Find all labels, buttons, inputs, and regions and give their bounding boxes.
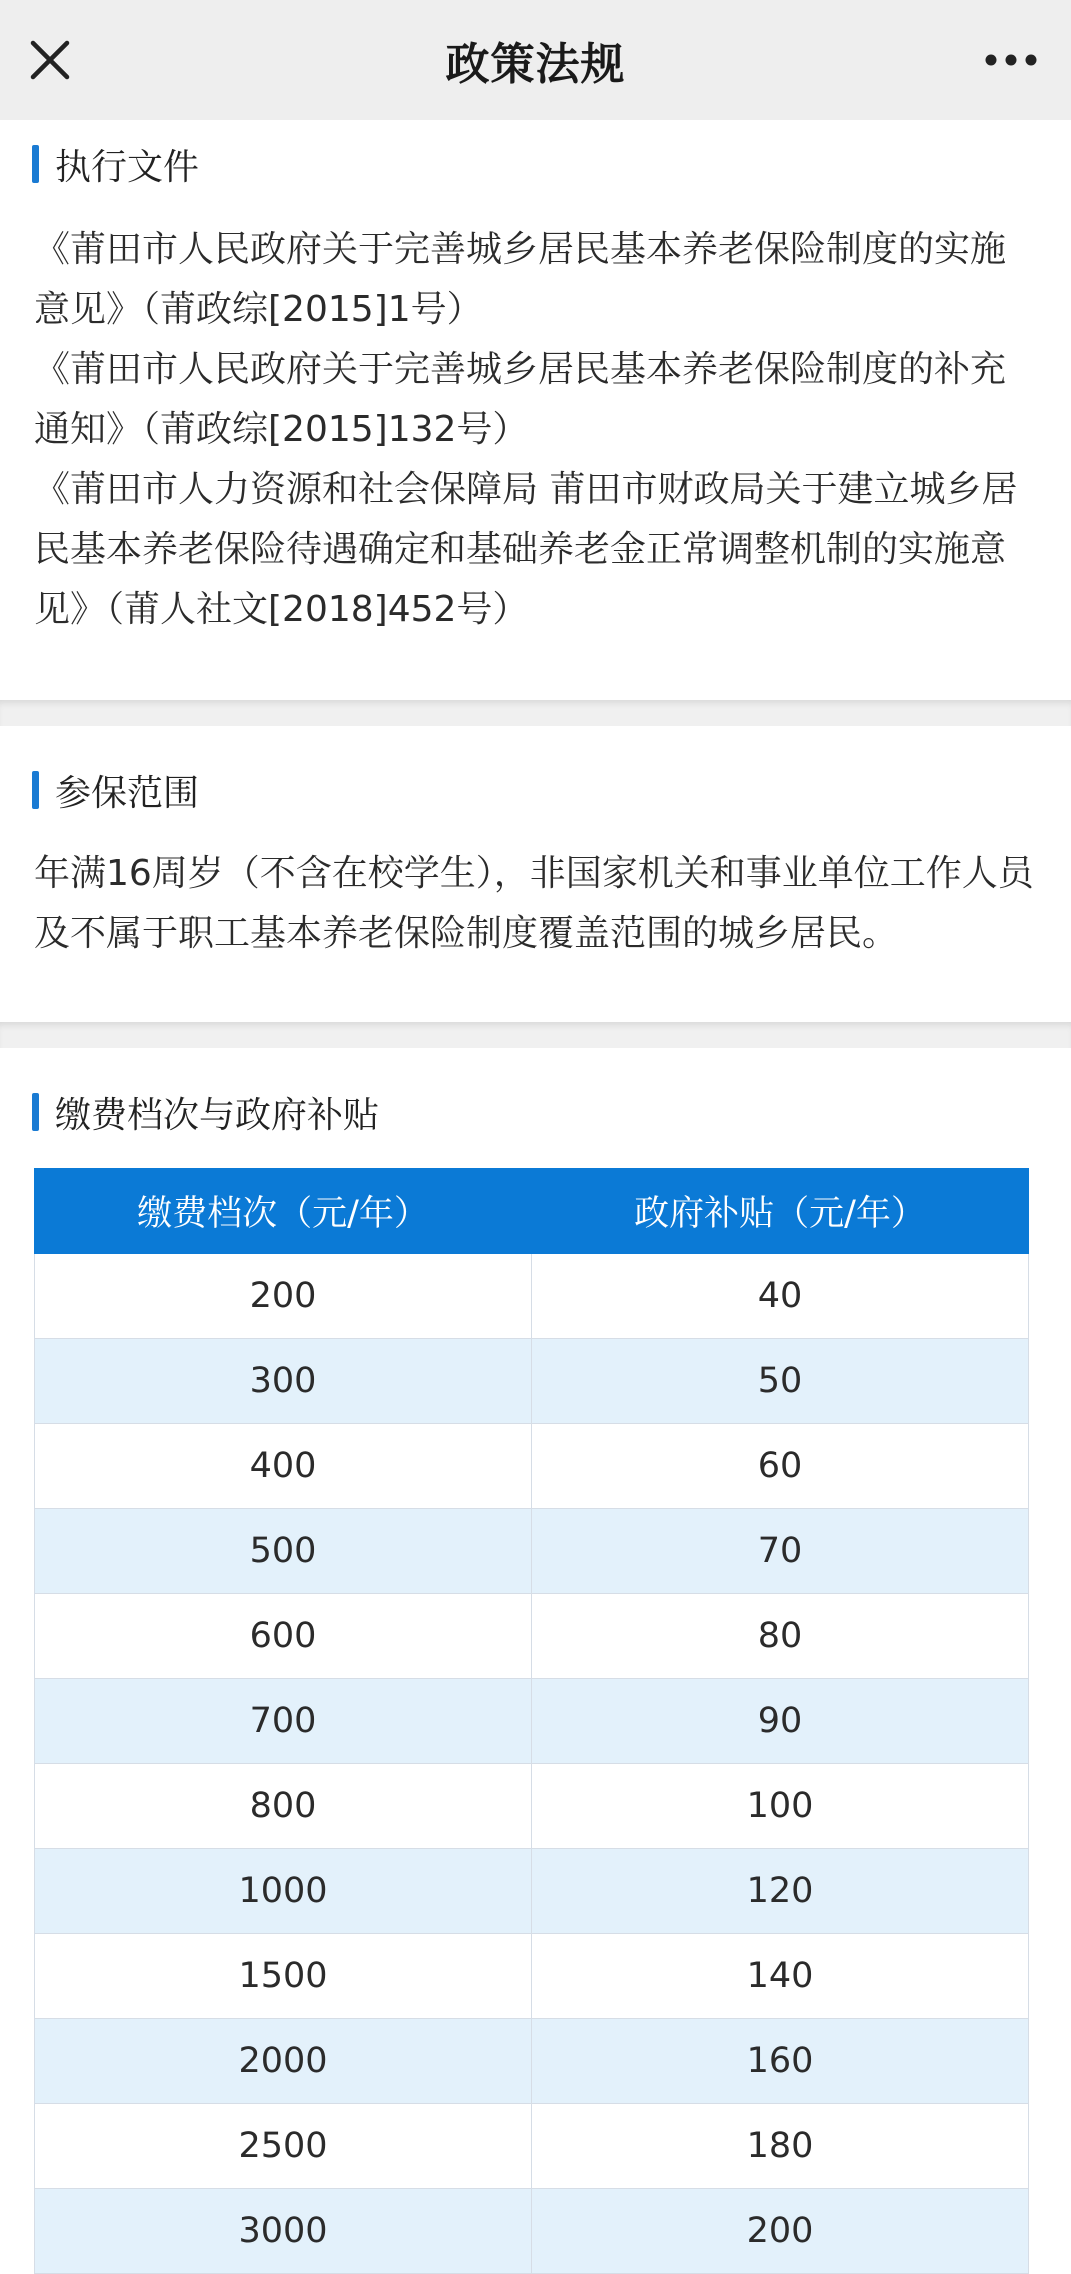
fee-level-cell: 1500	[35, 1934, 532, 2019]
scope-card	[0, 726, 1071, 1022]
document-item: 《莆田市人力资源和社会保障局 莆田市财政局关于建立城乡居民基本养老保险待遇确定和基础养老金正常调整机制的实施意见》（莆人社文[2018]452号）	[34, 469, 1018, 630]
fees-section-header	[32, 1088, 379, 1136]
subsidy-cell: 90	[532, 1679, 1029, 1764]
table-row	[35, 1764, 1029, 1849]
column-header-subsidy: 政府补贴（元/年）	[532, 1169, 1029, 1254]
table-row	[35, 1679, 1029, 1764]
fees-section-title: 缴费档次与政府补贴	[55, 1094, 380, 1136]
fee-level-cell: 2000	[35, 2019, 532, 2104]
fee-level-cell: 200	[35, 1254, 532, 1339]
document-item: 《莆田市人民政府关于完善城乡居民基本养老保险制度的实施意见》（莆政综[2015]1号）	[34, 229, 1007, 330]
more-options-button[interactable]	[975, 32, 1047, 88]
fee-level-cell: 3000	[35, 2189, 532, 2274]
subsidy-cell: 70	[532, 1509, 1029, 1594]
subsidy-cell: 160	[532, 2019, 1029, 2104]
more-dots-icon	[984, 53, 1038, 67]
section-divider	[0, 700, 1071, 726]
fee-level-cell: 600	[35, 1594, 532, 1679]
subsidy-cell: 50	[532, 1339, 1029, 1424]
subsidy-cell: 80	[532, 1594, 1029, 1679]
fee-level-cell: 1000	[35, 1849, 532, 1934]
fee-level-cell: 700	[35, 1679, 532, 1764]
documents-card	[0, 120, 1071, 700]
table-row	[35, 1934, 1029, 2019]
scope-section-title: 参保范围	[55, 772, 200, 814]
documents-section-title: 执行文件	[55, 146, 200, 188]
fee-level-cell: 300	[35, 1339, 532, 1424]
table-row	[35, 1849, 1029, 1934]
fee-level-cell: 400	[35, 1424, 532, 1509]
subsidy-cell: 140	[532, 1934, 1029, 2019]
fee-level-cell: 500	[35, 1509, 532, 1594]
section-divider	[0, 1022, 1071, 1048]
table-row	[35, 1509, 1029, 1594]
table-header-row	[35, 1169, 1029, 1254]
fee-level-cell: 2500	[35, 2104, 532, 2189]
section-accent-bar	[32, 771, 39, 809]
subsidy-cell: 180	[532, 2104, 1029, 2189]
column-header-fee-level: 缴费档次（元/年）	[35, 1169, 532, 1254]
subsidy-cell: 200	[532, 2189, 1029, 2274]
document-item: 《莆田市人民政府关于完善城乡居民基本养老保险制度的补充通知》（莆政综[2015]132号）	[34, 349, 1007, 450]
scope-section-header	[32, 766, 199, 814]
top-navigation-bar	[0, 0, 1071, 120]
fee-level-cell: 800	[35, 1764, 532, 1849]
section-accent-bar	[32, 145, 39, 183]
table-row	[35, 2104, 1029, 2189]
scope-text: 年满16周岁（不含在校学生），非国家机关和事业单位工作人员及不属于职工基本养老保险制度覆盖范围的城乡居民。	[34, 853, 1034, 954]
documents-section-header	[32, 140, 199, 188]
table-row	[35, 2189, 1029, 2274]
table-row	[35, 1339, 1029, 1424]
subsidy-cell: 40	[532, 1254, 1029, 1339]
table-row	[35, 1254, 1029, 1339]
documents-list	[34, 220, 1039, 640]
table-row	[35, 1594, 1029, 1679]
section-accent-bar	[32, 1093, 39, 1131]
subsidy-cell: 120	[532, 1849, 1029, 1934]
subsidy-cell: 60	[532, 1424, 1029, 1509]
close-button[interactable]	[22, 32, 78, 88]
table-row	[35, 2019, 1029, 2104]
fee-subsidy-table	[34, 1168, 1029, 2274]
page-title: 政策法规	[445, 39, 626, 90]
subsidy-cell: 100	[532, 1764, 1029, 1849]
table-row	[35, 1424, 1029, 1509]
close-icon	[29, 39, 71, 81]
table-body	[35, 1254, 1029, 2274]
